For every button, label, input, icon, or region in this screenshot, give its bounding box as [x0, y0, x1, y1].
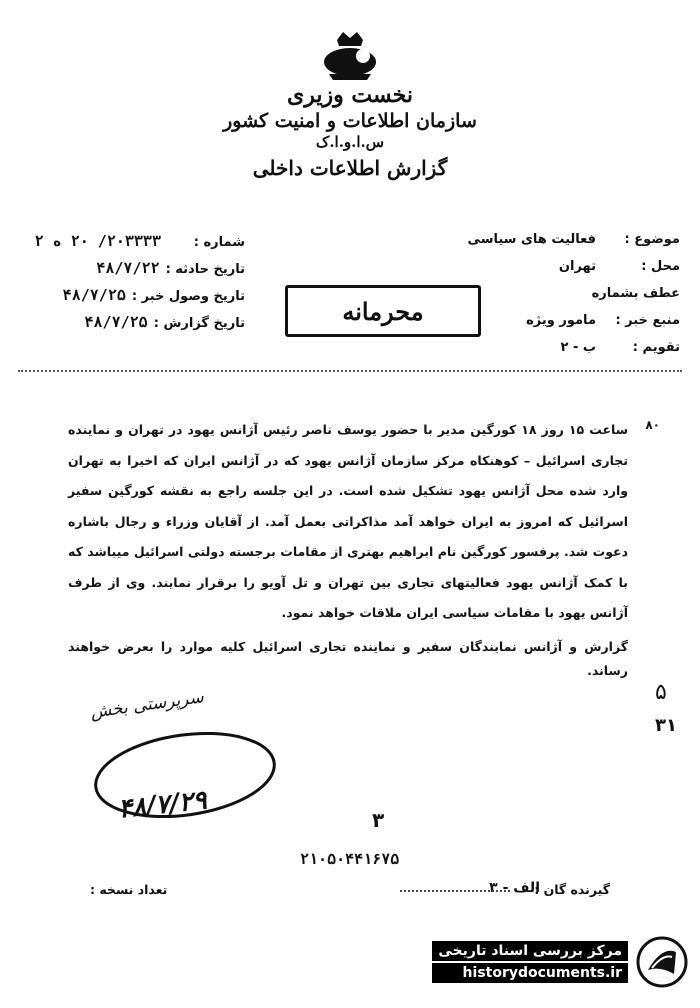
report-metadata-left: [10, 232, 245, 340]
receivers-value: الف - ۳: [489, 880, 540, 896]
event-date-label: تاریخ حادثه :: [165, 262, 245, 277]
watermark-url: historydocuments.ir: [432, 963, 628, 983]
evaluation-label: تقویم :: [632, 340, 680, 355]
handwritten-side-number-1: ۵: [655, 680, 667, 705]
report-body: [68, 415, 628, 683]
place-row: [450, 259, 680, 286]
classification-box: محرمانه: [285, 285, 481, 337]
dotted-divider: [18, 370, 682, 372]
report-metadata-right: [450, 232, 680, 367]
crown-lion-emblem-icon: [315, 30, 385, 82]
body-paragraph-2: گزارش و آژانس نمایندگان سفیر و نماینده تجاری اسرائیل کلیه موارد را بعرض خواهند رساند.: [68, 638, 628, 678]
report-date-row: [10, 313, 245, 340]
handwritten-side-number-2: ۳۱: [655, 715, 677, 736]
archive-logo-icon: [636, 936, 688, 988]
subject-value: فعالیت های سیاسی: [467, 232, 596, 247]
subject-row: [450, 232, 680, 259]
watermark-text: [432, 941, 628, 983]
event-date-row: [10, 259, 245, 286]
report-date-label: تاریخ گزارش :: [153, 316, 245, 331]
receive-date-value: ۴۸/۷/۲۵: [62, 286, 126, 304]
receive-date-label: تاریخ وصول خبر :: [131, 289, 245, 304]
receivers-label: گیرنده گان :: [534, 882, 610, 897]
organization-title: سازمان اطلاعات و امنیت کشور: [223, 109, 477, 132]
subject-label: موضوع :: [624, 232, 680, 247]
watermark-title: مرکز بررسی اسناد تاریخی: [432, 941, 628, 961]
evaluation-row: [450, 340, 680, 367]
number-label: شماره :: [193, 235, 245, 250]
receive-date-row: [10, 286, 245, 313]
reference-label: عطف بشماره: [591, 286, 680, 301]
source-row: [450, 313, 680, 340]
report-type-title: گزارش اطلاعات داخلی: [252, 156, 448, 180]
event-date-value: ۴۸/۷/۲۲: [96, 259, 160, 277]
handwritten-date: ۴۸/۷/۲۹: [116, 785, 209, 825]
place-value: تهران: [558, 259, 596, 274]
letterhead: [0, 30, 700, 181]
organization-acronym: س.ا.و.ا.ک: [315, 133, 385, 152]
report-date-value: ۴۸/۷/۲۵: [84, 313, 148, 331]
copies-label: تعداد نسخه :: [90, 882, 168, 897]
evaluation-value: ب - ۲: [560, 340, 596, 355]
reference-row: [450, 286, 680, 313]
number-value: ۲۰۳۳۳۳/ ۲۰ ه ۲: [34, 232, 161, 250]
body-paragraph-1: ساعت ۱۵ روز ۱۸ کورگین مدیر با حضور یوسف ناصر رئیس آژانس یهود در تهران و نماینده تجاری اسرائیل – کوهنکاه مرکز سازمان آژانس یهود که در آژانس ایران که اخیرا به تهران وارد شده محل آژانس یهود تشکیل شده است. در این جلسه راجع به نقشه کورگین سفیر اسرائیل که امروز به ایران خواهد آمد مذاکراتی بعمل آمد. از آقایان وزراء و رجال باشاره دعوت شد. پرفسور کورگین نام ابراهیم بهتری از مقامات برجسته دولتی اسرائیل میباشد که با کمک آژانس یهود فعالیتهای تجاری بین تهران و تل آویو را برقرار نمایند. وی از طرف آژانس یهود با مقامات سیاسی ایران ملاقات خواهد نمود.: [68, 422, 628, 620]
footer-dotted-line: [400, 890, 510, 892]
source-value: مامور ویژه: [526, 313, 596, 328]
archive-watermark: [432, 936, 688, 988]
distribution-footer: [0, 876, 700, 900]
handwritten-number: ۳: [372, 808, 385, 832]
handwritten-note: سرپرستی بخش: [89, 687, 205, 723]
handwritten-serial: ۲۱۰۵۰۴۴۱۶۷۵: [300, 850, 400, 868]
margin-marker: ۸۰: [645, 418, 660, 432]
ministry-title: نخست وزیری: [287, 82, 413, 108]
source-label: منبع خبر :: [615, 313, 680, 328]
place-label: محل :: [641, 259, 680, 274]
number-row: [10, 232, 245, 259]
